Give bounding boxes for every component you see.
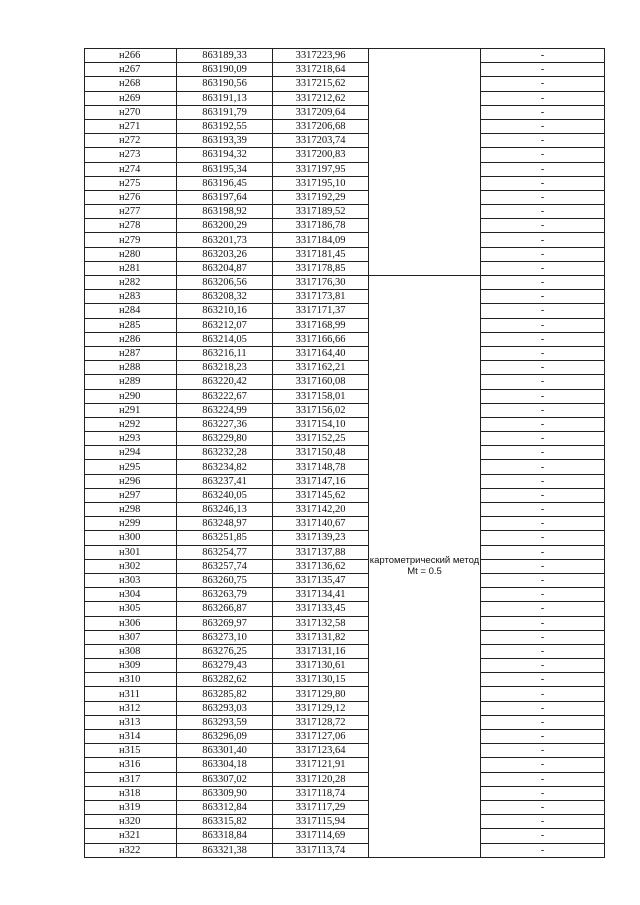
y-coordinate-cell: 3317145,62 (273, 488, 369, 502)
table-row (85, 559, 605, 573)
y-coordinate-cell: 3317131,82 (273, 630, 369, 644)
x-coordinate-cell: 863189,33 (177, 49, 273, 63)
x-coordinate-cell: 863190,56 (177, 77, 273, 91)
y-coordinate-cell: 3317130,15 (273, 673, 369, 687)
y-coordinate-cell: 3317173,81 (273, 290, 369, 304)
y-coordinate-cell: 3317148,78 (273, 460, 369, 474)
table-row (85, 304, 605, 318)
accuracy-cell: - (481, 332, 605, 346)
table-row (85, 91, 605, 105)
point-name-cell: н320 (85, 815, 177, 829)
table-row (85, 446, 605, 460)
accuracy-cell: - (481, 318, 605, 332)
point-name-cell: н269 (85, 91, 177, 105)
y-coordinate-cell: 3317115,94 (273, 815, 369, 829)
accuracy-cell: - (481, 730, 605, 744)
x-coordinate-cell: 863195,34 (177, 162, 273, 176)
y-coordinate-cell: 3317223,96 (273, 49, 369, 63)
table-row (85, 744, 605, 758)
x-coordinate-cell: 863222,67 (177, 389, 273, 403)
y-coordinate-cell: 3317154,10 (273, 417, 369, 431)
point-name-cell: н279 (85, 233, 177, 247)
accuracy-cell: - (481, 630, 605, 644)
point-name-cell: н296 (85, 474, 177, 488)
point-name-cell: н301 (85, 545, 177, 559)
point-name-cell: н285 (85, 318, 177, 332)
x-coordinate-cell: 863257,74 (177, 559, 273, 573)
x-coordinate-cell: 863227,36 (177, 417, 273, 431)
table-row (85, 503, 605, 517)
y-coordinate-cell: 3317118,74 (273, 786, 369, 800)
accuracy-cell: - (481, 460, 605, 474)
y-coordinate-cell: 3317129,12 (273, 701, 369, 715)
accuracy-cell: - (481, 49, 605, 63)
table-row (85, 588, 605, 602)
point-name-cell: н281 (85, 261, 177, 275)
x-coordinate-cell: 863293,03 (177, 701, 273, 715)
accuracy-cell: - (481, 190, 605, 204)
accuracy-cell: - (481, 290, 605, 304)
table-row (85, 432, 605, 446)
accuracy-cell: - (481, 503, 605, 517)
y-coordinate-cell: 3317206,68 (273, 119, 369, 133)
x-coordinate-cell: 863191,13 (177, 91, 273, 105)
table-row (85, 800, 605, 814)
point-name-cell: н274 (85, 162, 177, 176)
y-coordinate-cell: 3317164,40 (273, 346, 369, 360)
point-name-cell: н282 (85, 276, 177, 290)
x-coordinate-cell: 863194,32 (177, 148, 273, 162)
point-name-cell: н302 (85, 559, 177, 573)
y-coordinate-cell: 3317137,88 (273, 545, 369, 559)
table-row (85, 616, 605, 630)
accuracy-cell: - (481, 105, 605, 119)
point-name-cell: н308 (85, 644, 177, 658)
y-coordinate-cell: 3317150,48 (273, 446, 369, 460)
x-coordinate-cell: 863307,02 (177, 772, 273, 786)
table-row (85, 361, 605, 375)
accuracy-cell: - (481, 304, 605, 318)
x-coordinate-cell: 863208,32 (177, 290, 273, 304)
table-row (85, 829, 605, 843)
x-coordinate-cell: 863198,92 (177, 205, 273, 219)
y-coordinate-cell: 3317113,74 (273, 843, 369, 857)
x-coordinate-cell: 863309,90 (177, 786, 273, 800)
x-coordinate-cell: 863204,87 (177, 261, 273, 275)
x-coordinate-cell: 863224,99 (177, 403, 273, 417)
y-coordinate-cell: 3317131,16 (273, 644, 369, 658)
accuracy-cell: - (481, 815, 605, 829)
accuracy-cell: - (481, 389, 605, 403)
x-coordinate-cell: 863214,05 (177, 332, 273, 346)
y-coordinate-cell: 3317189,52 (273, 205, 369, 219)
point-name-cell: н312 (85, 701, 177, 715)
y-coordinate-cell: 3317178,85 (273, 261, 369, 275)
table-row (85, 417, 605, 431)
point-name-cell: н322 (85, 843, 177, 857)
point-name-cell: н270 (85, 105, 177, 119)
point-name-cell: н284 (85, 304, 177, 318)
point-name-cell: н300 (85, 531, 177, 545)
accuracy-cell: - (481, 644, 605, 658)
x-coordinate-cell: 863263,79 (177, 588, 273, 602)
x-coordinate-cell: 863240,05 (177, 488, 273, 502)
accuracy-cell: - (481, 77, 605, 91)
point-name-cell: н288 (85, 361, 177, 375)
accuracy-cell: - (481, 488, 605, 502)
y-coordinate-cell: 3317168,99 (273, 318, 369, 332)
y-coordinate-cell: 3317156,02 (273, 403, 369, 417)
table-row (85, 375, 605, 389)
y-coordinate-cell: 3317135,47 (273, 573, 369, 587)
table-row (85, 701, 605, 715)
point-name-cell: н272 (85, 134, 177, 148)
point-name-cell: н313 (85, 715, 177, 729)
y-coordinate-cell: 3317147,16 (273, 474, 369, 488)
accuracy-cell: - (481, 432, 605, 446)
y-coordinate-cell: 3317140,67 (273, 517, 369, 531)
y-coordinate-cell: 3317127,06 (273, 730, 369, 744)
point-name-cell: н309 (85, 659, 177, 673)
x-coordinate-cell: 863285,82 (177, 687, 273, 701)
y-coordinate-cell: 3317166,66 (273, 332, 369, 346)
table-row (85, 49, 605, 63)
table-row (85, 531, 605, 545)
y-coordinate-cell: 3317218,64 (273, 63, 369, 77)
point-name-cell: н292 (85, 417, 177, 431)
table-row (85, 162, 605, 176)
point-name-cell: н268 (85, 77, 177, 91)
point-name-cell: н278 (85, 219, 177, 233)
x-coordinate-cell: 863296,09 (177, 730, 273, 744)
accuracy-cell: - (481, 205, 605, 219)
y-coordinate-cell: 3317176,30 (273, 276, 369, 290)
y-coordinate-cell: 3317152,25 (273, 432, 369, 446)
x-coordinate-cell: 863248,97 (177, 517, 273, 531)
x-coordinate-cell: 863266,87 (177, 602, 273, 616)
point-name-cell: н314 (85, 730, 177, 744)
table-row (85, 148, 605, 162)
table-row (85, 77, 605, 91)
point-name-cell: н293 (85, 432, 177, 446)
accuracy-cell: - (481, 63, 605, 77)
y-coordinate-cell: 3317136,62 (273, 559, 369, 573)
point-name-cell: н294 (85, 446, 177, 460)
x-coordinate-cell: 863190,09 (177, 63, 273, 77)
table-row (85, 786, 605, 800)
x-coordinate-cell: 863197,64 (177, 190, 273, 204)
point-name-cell: н266 (85, 49, 177, 63)
table-row (85, 673, 605, 687)
accuracy-cell: - (481, 772, 605, 786)
accuracy-cell: - (481, 361, 605, 375)
x-coordinate-cell: 863203,26 (177, 247, 273, 261)
table-row (85, 815, 605, 829)
x-coordinate-cell: 863206,56 (177, 276, 273, 290)
x-coordinate-cell: 863216,11 (177, 346, 273, 360)
y-coordinate-cell: 3317181,45 (273, 247, 369, 261)
y-coordinate-cell: 3317171,37 (273, 304, 369, 318)
y-coordinate-cell: 3317130,61 (273, 659, 369, 673)
accuracy-cell: - (481, 517, 605, 531)
y-coordinate-cell: 3317192,29 (273, 190, 369, 204)
accuracy-cell: - (481, 91, 605, 105)
y-coordinate-cell: 3317160,08 (273, 375, 369, 389)
x-coordinate-cell: 863260,75 (177, 573, 273, 587)
x-coordinate-cell: 863273,10 (177, 630, 273, 644)
accuracy-cell: - (481, 588, 605, 602)
accuracy-cell: - (481, 346, 605, 360)
method-cell-upper (369, 49, 481, 276)
y-coordinate-cell: 3317114,69 (273, 829, 369, 843)
y-coordinate-cell: 3317120,28 (273, 772, 369, 786)
accuracy-cell: - (481, 276, 605, 290)
y-coordinate-cell: 3317129,80 (273, 687, 369, 701)
table-row (85, 730, 605, 744)
point-name-cell: н280 (85, 247, 177, 261)
table-row (85, 219, 605, 233)
point-name-cell: н299 (85, 517, 177, 531)
table-row (85, 261, 605, 275)
table-row (85, 332, 605, 346)
accuracy-cell: - (481, 233, 605, 247)
table-row (85, 659, 605, 673)
accuracy-cell: - (481, 602, 605, 616)
accuracy-cell: - (481, 843, 605, 857)
x-coordinate-cell: 863192,55 (177, 119, 273, 133)
x-coordinate-cell: 863251,85 (177, 531, 273, 545)
table-row (85, 602, 605, 616)
x-coordinate-cell: 863279,43 (177, 659, 273, 673)
x-coordinate-cell: 863212,07 (177, 318, 273, 332)
x-coordinate-cell: 863282,62 (177, 673, 273, 687)
x-coordinate-cell: 863193,39 (177, 134, 273, 148)
y-coordinate-cell: 3317134,41 (273, 588, 369, 602)
y-coordinate-cell: 3317142,20 (273, 503, 369, 517)
x-coordinate-cell: 863315,82 (177, 815, 273, 829)
x-coordinate-cell: 863254,77 (177, 545, 273, 559)
y-coordinate-cell: 3317162,21 (273, 361, 369, 375)
table-row (85, 290, 605, 304)
point-name-cell: н315 (85, 744, 177, 758)
accuracy-cell: - (481, 375, 605, 389)
point-name-cell: н318 (85, 786, 177, 800)
table-row (85, 758, 605, 772)
accuracy-cell: - (481, 800, 605, 814)
table-row (85, 403, 605, 417)
point-name-cell: н275 (85, 176, 177, 190)
point-name-cell: н276 (85, 190, 177, 204)
point-name-cell: н286 (85, 332, 177, 346)
accuracy-cell: - (481, 786, 605, 800)
point-name-cell: н277 (85, 205, 177, 219)
y-coordinate-cell: 3317184,09 (273, 233, 369, 247)
table-row (85, 517, 605, 531)
table-row (85, 63, 605, 77)
accuracy-cell: - (481, 148, 605, 162)
accuracy-cell: - (481, 417, 605, 431)
x-coordinate-cell: 863201,73 (177, 233, 273, 247)
point-name-cell: н310 (85, 673, 177, 687)
table-row (85, 715, 605, 729)
table-row (85, 205, 605, 219)
table-row (85, 233, 605, 247)
accuracy-cell: - (481, 176, 605, 190)
accuracy-cell: - (481, 474, 605, 488)
point-name-cell: н290 (85, 389, 177, 403)
x-coordinate-cell: 863234,82 (177, 460, 273, 474)
table-row (85, 119, 605, 133)
x-coordinate-cell: 863276,25 (177, 644, 273, 658)
table-row (85, 488, 605, 502)
table-row (85, 318, 605, 332)
point-name-cell: н273 (85, 148, 177, 162)
point-name-cell: н321 (85, 829, 177, 843)
table-row (85, 687, 605, 701)
x-coordinate-cell: 863269,97 (177, 616, 273, 630)
x-coordinate-cell: 863304,18 (177, 758, 273, 772)
y-coordinate-cell: 3317121,91 (273, 758, 369, 772)
accuracy-cell: - (481, 162, 605, 176)
table-row (85, 630, 605, 644)
accuracy-cell: - (481, 403, 605, 417)
table-row (85, 573, 605, 587)
method-note-cell: картометрический метод Mt = 0.5 (369, 276, 481, 858)
accuracy-cell: - (481, 261, 605, 275)
table-row (85, 460, 605, 474)
x-coordinate-cell: 863321,38 (177, 843, 273, 857)
y-coordinate-cell: 3317186,78 (273, 219, 369, 233)
table-row (85, 176, 605, 190)
accuracy-cell: - (481, 659, 605, 673)
point-name-cell: н306 (85, 616, 177, 630)
table-row (85, 134, 605, 148)
accuracy-cell: - (481, 715, 605, 729)
y-coordinate-cell: 3317212,62 (273, 91, 369, 105)
y-coordinate-cell: 3317215,62 (273, 77, 369, 91)
x-coordinate-cell: 863237,41 (177, 474, 273, 488)
table-row (85, 644, 605, 658)
point-name-cell: н297 (85, 488, 177, 502)
x-coordinate-cell: 863210,16 (177, 304, 273, 318)
accuracy-cell: - (481, 829, 605, 843)
point-name-cell: н283 (85, 290, 177, 304)
x-coordinate-cell: 863220,42 (177, 375, 273, 389)
x-coordinate-cell: 863301,40 (177, 744, 273, 758)
y-coordinate-cell: 3317117,29 (273, 800, 369, 814)
point-name-cell: н317 (85, 772, 177, 786)
y-coordinate-cell: 3317203,74 (273, 134, 369, 148)
table-row (85, 474, 605, 488)
point-name-cell: н291 (85, 403, 177, 417)
y-coordinate-cell: 3317209,64 (273, 105, 369, 119)
accuracy-cell: - (481, 573, 605, 587)
x-coordinate-cell: 863218,23 (177, 361, 273, 375)
point-name-cell: н298 (85, 503, 177, 517)
y-coordinate-cell: 3317195,10 (273, 176, 369, 190)
point-name-cell: н316 (85, 758, 177, 772)
accuracy-cell: - (481, 134, 605, 148)
accuracy-cell: - (481, 673, 605, 687)
table-row (85, 772, 605, 786)
x-coordinate-cell: 863246,13 (177, 503, 273, 517)
point-name-cell: н305 (85, 602, 177, 616)
point-name-cell: н303 (85, 573, 177, 587)
point-name-cell: н295 (85, 460, 177, 474)
table-row (85, 346, 605, 360)
x-coordinate-cell: 863200,29 (177, 219, 273, 233)
y-coordinate-cell: 3317139,23 (273, 531, 369, 545)
y-coordinate-cell: 3317123,64 (273, 744, 369, 758)
point-name-cell: н304 (85, 588, 177, 602)
x-coordinate-cell: 863232,28 (177, 446, 273, 460)
table-row (85, 843, 605, 857)
point-name-cell: н267 (85, 63, 177, 77)
point-name-cell: н319 (85, 800, 177, 814)
y-coordinate-cell: 3317200,83 (273, 148, 369, 162)
x-coordinate-cell: 863229,80 (177, 432, 273, 446)
accuracy-cell: - (481, 219, 605, 233)
table-row (85, 276, 605, 290)
y-coordinate-cell: 3317197,95 (273, 162, 369, 176)
x-coordinate-cell: 863293,59 (177, 715, 273, 729)
accuracy-cell: - (481, 119, 605, 133)
accuracy-cell: - (481, 559, 605, 573)
point-name-cell: н289 (85, 375, 177, 389)
x-coordinate-cell: 863312,84 (177, 800, 273, 814)
accuracy-cell: - (481, 701, 605, 715)
table-row (85, 247, 605, 261)
point-name-cell: н287 (85, 346, 177, 360)
table-row (85, 545, 605, 559)
y-coordinate-cell: 3317158,01 (273, 389, 369, 403)
accuracy-cell: - (481, 758, 605, 772)
x-coordinate-cell: 863191,79 (177, 105, 273, 119)
point-name-cell: н311 (85, 687, 177, 701)
point-name-cell: н307 (85, 630, 177, 644)
accuracy-cell: - (481, 247, 605, 261)
accuracy-cell: - (481, 446, 605, 460)
y-coordinate-cell: 3317133,45 (273, 602, 369, 616)
table-row (85, 389, 605, 403)
coordinates-table (84, 48, 605, 858)
accuracy-cell: - (481, 545, 605, 559)
y-coordinate-cell: 3317132,58 (273, 616, 369, 630)
x-coordinate-cell: 863318,84 (177, 829, 273, 843)
y-coordinate-cell: 3317128,72 (273, 715, 369, 729)
table-row (85, 190, 605, 204)
accuracy-cell: - (481, 687, 605, 701)
table-row (85, 105, 605, 119)
accuracy-cell: - (481, 744, 605, 758)
accuracy-cell: - (481, 616, 605, 630)
accuracy-cell: - (481, 531, 605, 545)
point-name-cell: н271 (85, 119, 177, 133)
coordinates-table-body (85, 49, 605, 858)
x-coordinate-cell: 863196,45 (177, 176, 273, 190)
